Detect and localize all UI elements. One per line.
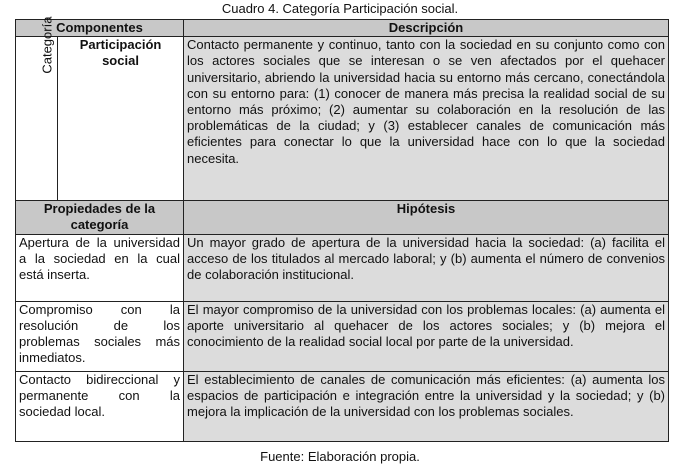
header-propiedades: Propiedades de la categoría xyxy=(16,201,184,234)
header-row-components xyxy=(16,20,669,37)
header-row-properties xyxy=(16,201,669,234)
hypothesis-cell: El mayor compromiso de la universidad con los problemas locales: (a) aumenta el aporte universitario al quehacer de los actores sociales; y (b) mejora el conocimiento de la realidad social local por parte de la universidad. xyxy=(184,301,669,371)
category-vertical-cell xyxy=(16,16,58,201)
table-source: Fuente: Elaboración propia. xyxy=(260,449,420,464)
table-row xyxy=(16,234,669,301)
table-row xyxy=(16,301,669,371)
category-description: Contacto permanente y continuo, tanto con la sociedad en su conjunto como con los actores sociales que se interesan o se ven afectados por el quehacer universitario, abriendo la universidad hacia su entorno más cercano, conectándola con su entorno para: (1) conocer de manera más precisa la realidad social de su entorno más próximo; (2) aumentar su colaboración en la resolución de las problemáticas de la ciudad; y (3) establecer canales de comunicación más eficientes para conectar lo que la universidad hace con lo que la sociedad necesita. xyxy=(184,37,669,201)
table-caption: Cuadro 4. Categoría Participación social. xyxy=(221,1,459,16)
header-hipotesis: Hipótesis xyxy=(184,201,669,234)
category-table xyxy=(15,16,669,442)
category-row xyxy=(16,37,669,201)
category-name: Participación social xyxy=(58,37,184,201)
table-row xyxy=(16,371,669,441)
header-componentes: Componentes xyxy=(16,20,184,37)
header-descripcion: Descripción xyxy=(184,20,669,37)
property-cell: Contacto bidireccional y permanente con la sociedad local. xyxy=(16,371,184,441)
property-cell: Apertura de la universidad a la sociedad en la cual está inserta. xyxy=(16,234,184,301)
hypothesis-cell: El establecimiento de canales de comunicación más eficientes: (a) aumenta los espacios de participación e integración entre la universidad y la sociedad; y (b) mejora la implicación de la universidad con los problemas sociales. xyxy=(184,371,669,441)
hypothesis-cell: Un mayor grado de apertura de la universidad hacia la sociedad: (a) facilita el acceso de los titulados al mercado laboral; y (b) aumenta el número de convenios de colaboración institucional. xyxy=(184,234,669,301)
property-cell: Compromiso con la resolución de los problemas sociales más inmediatos. xyxy=(16,301,184,371)
category-vertical-label: Categoría xyxy=(39,16,55,74)
